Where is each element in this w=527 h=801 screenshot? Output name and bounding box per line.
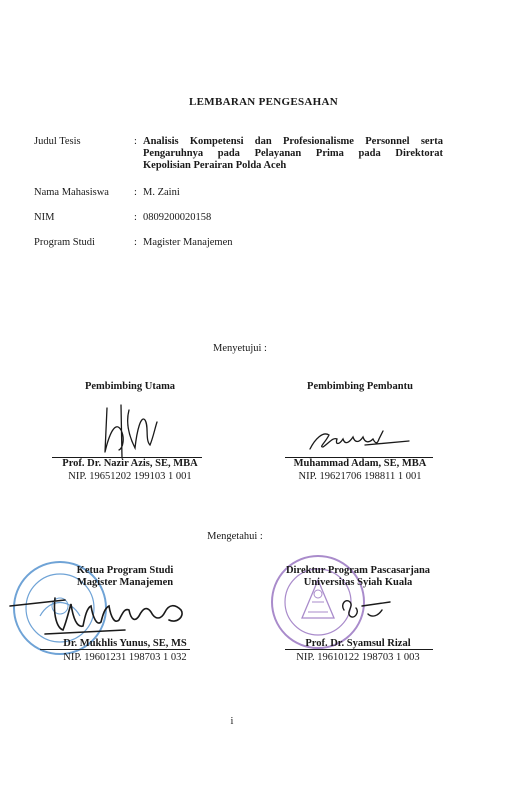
- colon: :: [134, 237, 137, 248]
- colon: :: [134, 212, 137, 223]
- study-program-value: Magister Manajemen: [143, 237, 233, 248]
- approval-heading: Menyetujui :: [213, 343, 267, 354]
- student-name-label: Nama Mahasiswa: [34, 187, 109, 198]
- nim-value: 0809200020158: [143, 212, 212, 223]
- page-number: i: [230, 716, 234, 727]
- thesis-title-line: Pengaruhnya pada Pelayanan Prima pada Direktorat: [143, 148, 443, 159]
- thesis-title-label: Judul Tesis: [34, 136, 81, 147]
- co-supervisor-nip: NIP. 19621706 198811 1 001: [298, 471, 422, 482]
- program-head-role: Ketua Program Studi: [76, 565, 174, 576]
- signature-director: [338, 592, 398, 624]
- thesis-title-value: [143, 136, 443, 172]
- director-role: Direktur Program Pascasarjana: [285, 565, 431, 576]
- student-name-value: M. Zaini: [143, 187, 180, 198]
- nim-label: NIM: [34, 212, 55, 223]
- colon: :: [134, 136, 137, 147]
- main-supervisor-name: Prof. Dr. Nazir Azis, SE, MBA: [62, 458, 198, 469]
- page-title: LEMBARAN PENGESAHAN: [188, 96, 339, 108]
- director-name: Prof. Dr. Syamsul Rizal: [305, 638, 411, 649]
- signature-co-supervisor: [305, 425, 415, 455]
- program-head-nip: NIP. 19601231 198703 1 032: [63, 652, 187, 663]
- program-head-name: Dr. Mukhlis Yunus, SE, MS: [63, 638, 187, 649]
- program-head-program: Magister Manajemen: [76, 577, 174, 588]
- main-supervisor-nip: NIP. 19651202 199103 1 001: [68, 471, 192, 482]
- study-program-label: Program Studi: [34, 237, 95, 248]
- thesis-title-line: Analisis Kompetensi dan Profesionalisme Personnel serta: [143, 136, 443, 147]
- main-supervisor-role: Pembimbing Utama: [84, 381, 176, 392]
- signature-line: [285, 649, 433, 650]
- acknowledgement-heading: Mengetahui :: [207, 531, 263, 542]
- director-university: Universitas Syiah Kuala: [303, 577, 413, 588]
- co-supervisor-name: Muhammad Adam, SE, MBA: [293, 458, 427, 469]
- signature-program-head: [5, 590, 195, 640]
- director-nip: NIP. 19610122 198703 1 003: [296, 652, 420, 663]
- co-supervisor-role: Pembimbing Pembantu: [307, 381, 413, 392]
- thesis-title-line: Kepolisian Perairan Polda Aceh: [143, 160, 287, 171]
- signature-line: [40, 649, 190, 650]
- signature-main-supervisor: [95, 400, 165, 460]
- colon: :: [134, 187, 137, 198]
